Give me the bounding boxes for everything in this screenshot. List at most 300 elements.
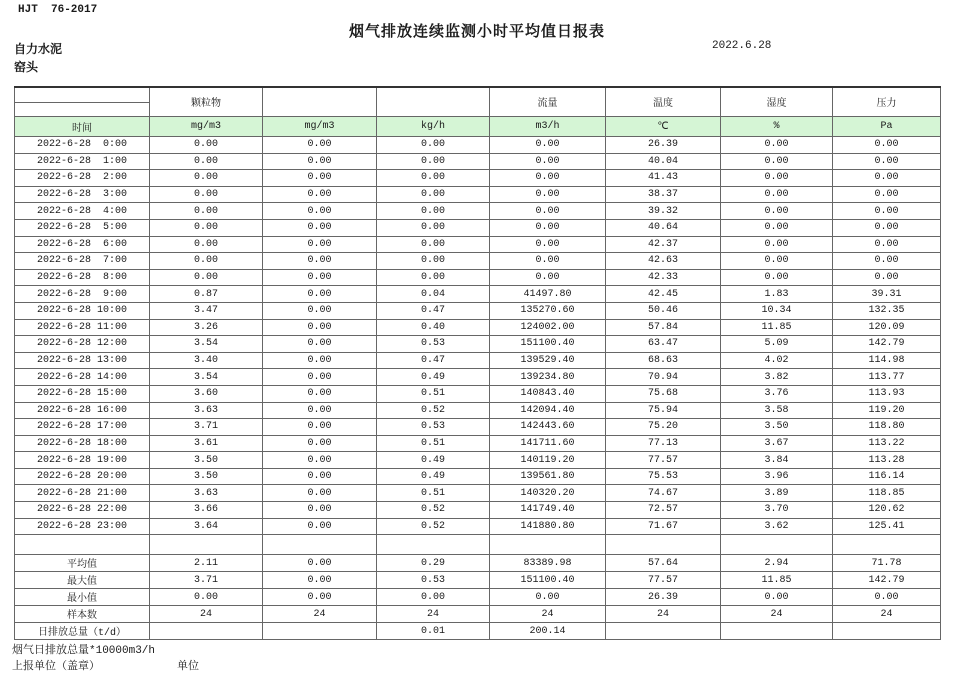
value-cell: 0.00 bbox=[150, 219, 263, 236]
value-cell bbox=[721, 623, 833, 640]
value-cell: 0.00 bbox=[490, 203, 606, 220]
value-cell: 24 bbox=[150, 606, 263, 623]
value-cell: 0.00 bbox=[833, 186, 941, 203]
value-cell: 40.04 bbox=[606, 153, 721, 170]
table-row bbox=[15, 286, 941, 303]
value-cell: 24 bbox=[490, 606, 606, 623]
value-cell: 3.76 bbox=[721, 385, 833, 402]
value-cell: 0.00 bbox=[263, 336, 377, 353]
value-cell: 3.64 bbox=[150, 518, 263, 535]
value-cell: 0.00 bbox=[150, 153, 263, 170]
value-cell: 3.50 bbox=[150, 468, 263, 485]
value-cell: 0.49 bbox=[377, 468, 490, 485]
value-cell: 0.00 bbox=[263, 485, 377, 502]
table-row bbox=[15, 219, 941, 236]
value-cell: 42.33 bbox=[606, 269, 721, 286]
value-cell: 0.00 bbox=[833, 170, 941, 187]
value-cell: 0.49 bbox=[377, 369, 490, 386]
value-cell: 0.00 bbox=[490, 219, 606, 236]
table-row bbox=[15, 402, 941, 419]
time-cell: 2022-6-28 16:00 bbox=[15, 402, 150, 419]
value-cell: 0.52 bbox=[377, 502, 490, 519]
value-cell: 3.84 bbox=[721, 452, 833, 469]
value-cell: 0.00 bbox=[377, 253, 490, 270]
value-cell: 142443.60 bbox=[490, 419, 606, 436]
value-cell: 0.00 bbox=[490, 137, 606, 154]
summary-rows bbox=[15, 555, 941, 640]
value-cell: 0.00 bbox=[150, 269, 263, 286]
value-cell: 0.00 bbox=[721, 253, 833, 270]
value-cell: 0.00 bbox=[263, 402, 377, 419]
value-cell: 0.00 bbox=[263, 219, 377, 236]
value-cell: 0.51 bbox=[377, 385, 490, 402]
value-cell: 26.39 bbox=[606, 137, 721, 154]
value-cell: 0.00 bbox=[721, 236, 833, 253]
value-cell: 0.01 bbox=[377, 623, 490, 640]
time-cell: 2022-6-28 2:00 bbox=[15, 170, 150, 187]
unit-row bbox=[15, 117, 941, 137]
value-cell: 0.00 bbox=[833, 137, 941, 154]
value-cell: 57.84 bbox=[606, 319, 721, 336]
value-cell: 139529.40 bbox=[490, 352, 606, 369]
value-cell: 0.47 bbox=[377, 302, 490, 319]
value-cell: 83389.98 bbox=[490, 555, 606, 572]
value-cell: 3.47 bbox=[150, 302, 263, 319]
value-cell: 120.09 bbox=[833, 319, 941, 336]
table-row bbox=[15, 336, 941, 353]
time-cell: 2022-6-28 11:00 bbox=[15, 319, 150, 336]
value-cell: 0.29 bbox=[377, 555, 490, 572]
value-cell: 0.00 bbox=[263, 385, 377, 402]
time-cell: 2022-6-28 14:00 bbox=[15, 369, 150, 386]
table-row bbox=[15, 435, 941, 452]
summary-label-cell: 样本数 bbox=[15, 606, 150, 623]
value-cell: 63.47 bbox=[606, 336, 721, 353]
value-cell: 0.00 bbox=[263, 153, 377, 170]
value-cell: 0.00 bbox=[721, 219, 833, 236]
group-header-temperature: 温度 bbox=[606, 87, 721, 117]
empty-cell bbox=[263, 535, 377, 555]
value-cell: 141749.40 bbox=[490, 502, 606, 519]
unit-cell: Pa bbox=[833, 117, 941, 137]
value-cell: 140320.20 bbox=[490, 485, 606, 502]
table-row bbox=[15, 419, 941, 436]
value-cell: 113.93 bbox=[833, 385, 941, 402]
table-row bbox=[15, 468, 941, 485]
value-cell: 0.87 bbox=[150, 286, 263, 303]
empty-cell bbox=[833, 535, 941, 555]
value-cell: 71.78 bbox=[833, 555, 941, 572]
time-cell: 2022-6-28 9:00 bbox=[15, 286, 150, 303]
summary-row bbox=[15, 589, 941, 606]
standard-code-label: HJT 76-2017 bbox=[18, 4, 98, 16]
value-cell: 0.00 bbox=[833, 219, 941, 236]
table-row bbox=[15, 385, 941, 402]
time-cell: 2022-6-28 6:00 bbox=[15, 236, 150, 253]
value-cell: 2.11 bbox=[150, 555, 263, 572]
value-cell: 0.00 bbox=[833, 253, 941, 270]
value-cell: 0.00 bbox=[263, 137, 377, 154]
value-cell: 3.62 bbox=[721, 518, 833, 535]
value-cell: 113.28 bbox=[833, 452, 941, 469]
table-row bbox=[15, 319, 941, 336]
time-cell: 2022-6-28 17:00 bbox=[15, 419, 150, 436]
value-cell: 0.00 bbox=[833, 153, 941, 170]
value-cell: 26.39 bbox=[606, 589, 721, 606]
value-cell: 0.40 bbox=[377, 319, 490, 336]
value-cell: 0.00 bbox=[150, 236, 263, 253]
time-cell: 2022-6-28 18:00 bbox=[15, 435, 150, 452]
value-cell: 3.66 bbox=[150, 502, 263, 519]
time-header-cell: 时间 bbox=[15, 117, 150, 137]
value-cell: 24 bbox=[606, 606, 721, 623]
value-cell: 142.79 bbox=[833, 572, 941, 589]
value-cell: 24 bbox=[377, 606, 490, 623]
data-rows bbox=[15, 137, 941, 555]
group-header-particulate: 颗粒物 bbox=[150, 87, 263, 117]
value-cell: 3.82 bbox=[721, 369, 833, 386]
value-cell: 0.00 bbox=[263, 369, 377, 386]
value-cell: 0.52 bbox=[377, 402, 490, 419]
value-cell: 24 bbox=[721, 606, 833, 623]
value-cell: 0.00 bbox=[263, 203, 377, 220]
value-cell: 0.00 bbox=[833, 236, 941, 253]
table-row bbox=[15, 170, 941, 187]
value-cell: 77.57 bbox=[606, 572, 721, 589]
corner-cell-top bbox=[15, 87, 150, 103]
value-cell: 0.00 bbox=[263, 352, 377, 369]
value-cell: 120.62 bbox=[833, 502, 941, 519]
value-cell: 0.53 bbox=[377, 572, 490, 589]
time-cell: 2022-6-28 1:00 bbox=[15, 153, 150, 170]
value-cell: 139561.80 bbox=[490, 468, 606, 485]
value-cell: 75.20 bbox=[606, 419, 721, 436]
value-cell: 0.51 bbox=[377, 485, 490, 502]
value-cell: 75.68 bbox=[606, 385, 721, 402]
group-header-flow: 流量 bbox=[490, 87, 606, 117]
value-cell: 142094.40 bbox=[490, 402, 606, 419]
time-cell: 2022-6-28 8:00 bbox=[15, 269, 150, 286]
value-cell bbox=[263, 623, 377, 640]
value-cell: 3.71 bbox=[150, 419, 263, 436]
value-cell: 39.31 bbox=[833, 286, 941, 303]
value-cell: 3.67 bbox=[721, 435, 833, 452]
time-cell: 2022-6-28 3:00 bbox=[15, 186, 150, 203]
value-cell: 200.14 bbox=[490, 623, 606, 640]
value-cell: 0.00 bbox=[833, 589, 941, 606]
value-cell: 0.00 bbox=[150, 253, 263, 270]
value-cell: 40.64 bbox=[606, 219, 721, 236]
value-cell: 41497.80 bbox=[490, 286, 606, 303]
value-cell: 3.89 bbox=[721, 485, 833, 502]
value-cell: 24 bbox=[833, 606, 941, 623]
summary-row bbox=[15, 606, 941, 623]
summary-row bbox=[15, 555, 941, 572]
table-row bbox=[15, 369, 941, 386]
value-cell: 0.00 bbox=[263, 502, 377, 519]
value-cell: 3.26 bbox=[150, 319, 263, 336]
value-cell: 0.00 bbox=[721, 186, 833, 203]
value-cell: 125.41 bbox=[833, 518, 941, 535]
value-cell: 77.13 bbox=[606, 435, 721, 452]
time-cell: 2022-6-28 10:00 bbox=[15, 302, 150, 319]
table-row bbox=[15, 186, 941, 203]
value-cell: 119.20 bbox=[833, 402, 941, 419]
value-cell: 0.00 bbox=[377, 236, 490, 253]
value-cell: 11.85 bbox=[721, 319, 833, 336]
value-cell: 0.00 bbox=[263, 253, 377, 270]
value-cell: 140119.20 bbox=[490, 452, 606, 469]
group-header-pressure: 压力 bbox=[833, 87, 941, 117]
value-cell: 140843.40 bbox=[490, 385, 606, 402]
value-cell: 3.50 bbox=[150, 452, 263, 469]
unit-cell: % bbox=[721, 117, 833, 137]
table-row bbox=[15, 236, 941, 253]
group-header-row bbox=[15, 87, 941, 103]
unit-cell: mg/m3 bbox=[263, 117, 377, 137]
group-header-humidity: 湿度 bbox=[721, 87, 833, 117]
value-cell: 0.00 bbox=[721, 153, 833, 170]
value-cell: 0.00 bbox=[377, 589, 490, 606]
value-cell: 0.00 bbox=[263, 269, 377, 286]
value-cell: 0.00 bbox=[490, 153, 606, 170]
value-cell: 0.00 bbox=[150, 170, 263, 187]
time-cell: 2022-6-28 4:00 bbox=[15, 203, 150, 220]
time-cell: 2022-6-28 23:00 bbox=[15, 518, 150, 535]
value-cell: 41.43 bbox=[606, 170, 721, 187]
value-cell: 0.00 bbox=[263, 319, 377, 336]
value-cell: 0.00 bbox=[721, 170, 833, 187]
company-name: 自力水泥 bbox=[14, 42, 63, 56]
value-cell: 0.00 bbox=[263, 589, 377, 606]
value-cell: 3.63 bbox=[150, 402, 263, 419]
value-cell: 142.79 bbox=[833, 336, 941, 353]
table-row bbox=[15, 153, 941, 170]
corner-cell-bottom bbox=[15, 103, 150, 117]
value-cell: 151100.40 bbox=[490, 572, 606, 589]
time-cell: 2022-6-28 12:00 bbox=[15, 336, 150, 353]
value-cell: 0.47 bbox=[377, 352, 490, 369]
unit-cell: kg/h bbox=[377, 117, 490, 137]
value-cell: 0.51 bbox=[377, 435, 490, 452]
footer-note: 烟气日排放总量*10000m3/h bbox=[12, 645, 156, 657]
value-cell: 0.00 bbox=[377, 170, 490, 187]
value-cell: 74.67 bbox=[606, 485, 721, 502]
table-row bbox=[15, 518, 941, 535]
value-cell: 141880.80 bbox=[490, 518, 606, 535]
value-cell: 39.32 bbox=[606, 203, 721, 220]
value-cell: 0.00 bbox=[377, 269, 490, 286]
value-cell: 3.50 bbox=[721, 419, 833, 436]
value-cell: 11.85 bbox=[721, 572, 833, 589]
table-row bbox=[15, 269, 941, 286]
unit-label: 单位 bbox=[177, 661, 199, 673]
value-cell: 3.40 bbox=[150, 352, 263, 369]
time-cell: 2022-6-28 0:00 bbox=[15, 137, 150, 154]
empty-cell bbox=[721, 535, 833, 555]
time-cell: 2022-6-28 5:00 bbox=[15, 219, 150, 236]
value-cell: 0.00 bbox=[490, 186, 606, 203]
value-cell: 0.53 bbox=[377, 419, 490, 436]
value-cell: 77.57 bbox=[606, 452, 721, 469]
table-row bbox=[15, 302, 941, 319]
table-header bbox=[15, 87, 941, 137]
value-cell: 139234.80 bbox=[490, 369, 606, 386]
value-cell: 3.54 bbox=[150, 369, 263, 386]
table-row bbox=[15, 253, 941, 270]
summary-label-cell: 平均值 bbox=[15, 555, 150, 572]
value-cell: 0.00 bbox=[263, 452, 377, 469]
value-cell: 118.80 bbox=[833, 419, 941, 436]
value-cell: 0.00 bbox=[721, 203, 833, 220]
value-cell: 0.00 bbox=[263, 170, 377, 187]
table-row bbox=[15, 502, 941, 519]
value-cell: 0.00 bbox=[263, 518, 377, 535]
value-cell: 0.00 bbox=[833, 269, 941, 286]
value-cell: 124002.00 bbox=[490, 319, 606, 336]
value-cell: 113.22 bbox=[833, 435, 941, 452]
value-cell: 2.94 bbox=[721, 555, 833, 572]
value-cell: 50.46 bbox=[606, 302, 721, 319]
summary-label-cell: 最小值 bbox=[15, 589, 150, 606]
value-cell: 57.64 bbox=[606, 555, 721, 572]
value-cell: 0.00 bbox=[263, 236, 377, 253]
value-cell: 3.70 bbox=[721, 502, 833, 519]
value-cell: 3.61 bbox=[150, 435, 263, 452]
value-cell: 42.63 bbox=[606, 253, 721, 270]
value-cell: 42.45 bbox=[606, 286, 721, 303]
value-cell: 68.63 bbox=[606, 352, 721, 369]
value-cell: 0.00 bbox=[377, 153, 490, 170]
value-cell: 113.77 bbox=[833, 369, 941, 386]
value-cell: 72.57 bbox=[606, 502, 721, 519]
empty-cell bbox=[15, 535, 150, 555]
summary-label-cell: 日排放总量（t/d） bbox=[15, 623, 150, 640]
value-cell: 75.94 bbox=[606, 402, 721, 419]
value-cell: 0.00 bbox=[833, 203, 941, 220]
value-cell bbox=[150, 623, 263, 640]
table-row bbox=[15, 485, 941, 502]
value-cell: 118.85 bbox=[833, 485, 941, 502]
empty-cell bbox=[606, 535, 721, 555]
summary-row bbox=[15, 623, 941, 640]
time-cell: 2022-6-28 19:00 bbox=[15, 452, 150, 469]
report-unit-label: 上报单位（盖章） bbox=[12, 661, 100, 673]
value-cell: 0.00 bbox=[263, 419, 377, 436]
time-cell: 2022-6-28 21:00 bbox=[15, 485, 150, 502]
value-cell: 0.00 bbox=[263, 435, 377, 452]
value-cell: 0.00 bbox=[150, 186, 263, 203]
value-cell: 4.02 bbox=[721, 352, 833, 369]
value-cell: 0.04 bbox=[377, 286, 490, 303]
empty-cell bbox=[377, 535, 490, 555]
value-cell: 1.83 bbox=[721, 286, 833, 303]
station-name: 窑头 bbox=[14, 60, 39, 74]
value-cell: 3.54 bbox=[150, 336, 263, 353]
spacer-row bbox=[15, 535, 941, 555]
summary-row bbox=[15, 572, 941, 589]
value-cell: 141711.60 bbox=[490, 435, 606, 452]
value-cell: 0.00 bbox=[721, 589, 833, 606]
value-cell: 3.60 bbox=[150, 385, 263, 402]
value-cell: 42.37 bbox=[606, 236, 721, 253]
value-cell: 10.34 bbox=[721, 302, 833, 319]
value-cell: 38.37 bbox=[606, 186, 721, 203]
time-cell: 2022-6-28 20:00 bbox=[15, 468, 150, 485]
value-cell: 0.00 bbox=[263, 286, 377, 303]
value-cell: 0.00 bbox=[150, 137, 263, 154]
value-cell: 0.53 bbox=[377, 336, 490, 353]
value-cell: 71.67 bbox=[606, 518, 721, 535]
value-cell: 0.00 bbox=[490, 589, 606, 606]
value-cell: 0.00 bbox=[490, 269, 606, 286]
value-cell: 0.00 bbox=[377, 219, 490, 236]
value-cell: 135270.60 bbox=[490, 302, 606, 319]
table-row bbox=[15, 452, 941, 469]
value-cell: 0.00 bbox=[377, 186, 490, 203]
group-header-blank2 bbox=[377, 87, 490, 117]
value-cell: 0.52 bbox=[377, 518, 490, 535]
table-row bbox=[15, 137, 941, 154]
value-cell: 3.71 bbox=[150, 572, 263, 589]
value-cell: 3.58 bbox=[721, 402, 833, 419]
report-date: 2022.6.28 bbox=[712, 40, 772, 52]
value-cell: 3.96 bbox=[721, 468, 833, 485]
unit-cell: mg/m3 bbox=[150, 117, 263, 137]
value-cell: 0.00 bbox=[263, 302, 377, 319]
value-cell: 0.49 bbox=[377, 452, 490, 469]
value-cell: 5.09 bbox=[721, 336, 833, 353]
group-header-blank1 bbox=[263, 87, 377, 117]
value-cell bbox=[833, 623, 941, 640]
value-cell: 0.00 bbox=[150, 589, 263, 606]
value-cell: 151100.40 bbox=[490, 336, 606, 353]
value-cell: 0.00 bbox=[263, 186, 377, 203]
value-cell: 0.00 bbox=[263, 555, 377, 572]
unit-cell: ℃ bbox=[606, 117, 721, 137]
unit-cell: m3/h bbox=[490, 117, 606, 137]
value-cell: 75.53 bbox=[606, 468, 721, 485]
value-cell: 0.00 bbox=[377, 203, 490, 220]
value-cell: 70.94 bbox=[606, 369, 721, 386]
time-cell: 2022-6-28 7:00 bbox=[15, 253, 150, 270]
value-cell: 0.00 bbox=[150, 203, 263, 220]
value-cell: 3.63 bbox=[150, 485, 263, 502]
value-cell: 114.98 bbox=[833, 352, 941, 369]
table-row bbox=[15, 352, 941, 369]
empty-cell bbox=[490, 535, 606, 555]
value-cell: 0.00 bbox=[490, 253, 606, 270]
value-cell: 0.00 bbox=[377, 137, 490, 154]
value-cell: 0.00 bbox=[721, 137, 833, 154]
value-cell: 0.00 bbox=[263, 468, 377, 485]
value-cell: 0.00 bbox=[490, 170, 606, 187]
time-cell: 2022-6-28 15:00 bbox=[15, 385, 150, 402]
time-cell: 2022-6-28 13:00 bbox=[15, 352, 150, 369]
table-row bbox=[15, 203, 941, 220]
value-cell: 0.00 bbox=[721, 269, 833, 286]
value-cell: 24 bbox=[263, 606, 377, 623]
value-cell: 132.35 bbox=[833, 302, 941, 319]
empty-cell bbox=[150, 535, 263, 555]
report-table bbox=[14, 86, 941, 640]
value-cell: 0.00 bbox=[490, 236, 606, 253]
time-cell: 2022-6-28 22:00 bbox=[15, 502, 150, 519]
value-cell bbox=[606, 623, 721, 640]
value-cell: 116.14 bbox=[833, 468, 941, 485]
summary-label-cell: 最大值 bbox=[15, 572, 150, 589]
report-title: 烟气排放连续监测小时平均值日报表 bbox=[348, 23, 605, 40]
